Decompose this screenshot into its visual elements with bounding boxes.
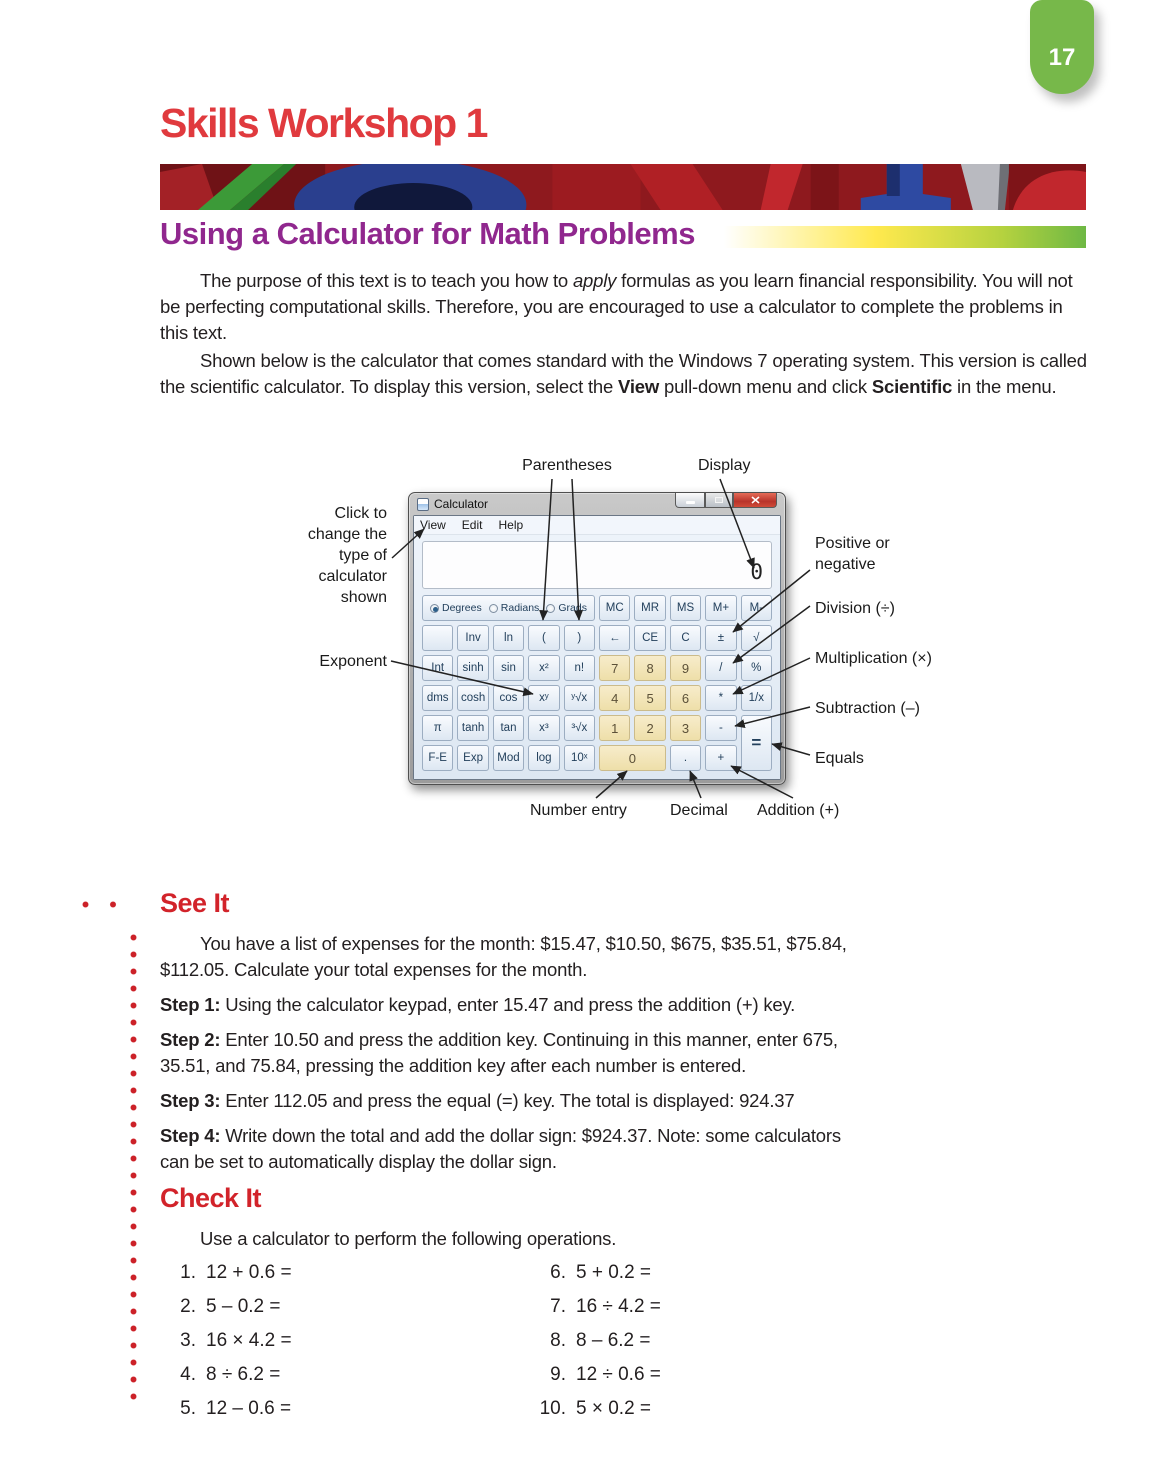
calculator-figure bbox=[0, 448, 1156, 848]
maximize-button[interactable] bbox=[705, 493, 733, 508]
intro-paragraph-1 bbox=[160, 268, 1088, 346]
key-9[interactable]: 9 bbox=[670, 655, 701, 681]
key-ms[interactable]: MS bbox=[670, 595, 701, 621]
p2-text-after: in the menu. bbox=[952, 376, 1057, 397]
exercise-6 bbox=[530, 1260, 900, 1286]
p1-text: The purpose of this text is to teach you how to bbox=[200, 270, 573, 291]
key-6[interactable]: 6 bbox=[670, 685, 701, 711]
exercise-number: 1. bbox=[180, 1262, 196, 1283]
key-ln[interactable]: ln bbox=[493, 625, 524, 651]
section-title: Using a Calculator for Math Problems bbox=[160, 216, 695, 251]
radio-radians-label: Radians bbox=[500, 602, 540, 614]
step-2-label: Step 2: bbox=[160, 1029, 221, 1050]
callout-addition: Addition (+) bbox=[757, 802, 840, 819]
key-sinh[interactable]: sinh bbox=[457, 655, 488, 681]
callout-division: Division (÷) bbox=[815, 600, 895, 617]
key-minus[interactable]: - bbox=[705, 715, 736, 741]
exercise-number: 2. bbox=[180, 1296, 196, 1317]
key-tan[interactable]: tan bbox=[493, 715, 524, 741]
exercise-3 bbox=[160, 1328, 530, 1354]
exercise-1 bbox=[160, 1260, 530, 1286]
step-3 bbox=[160, 1088, 860, 1114]
page-title: Skills Workshop 1 bbox=[160, 100, 487, 146]
red-dot-pair bbox=[82, 901, 118, 908]
callout-number-entry: Number entry bbox=[530, 802, 627, 819]
key-cosh[interactable]: cosh bbox=[457, 685, 488, 711]
p2-text-mid: pull-down menu and click bbox=[659, 376, 872, 397]
key-x-cubed[interactable]: x³ bbox=[528, 715, 559, 741]
exercise-number: 3. bbox=[180, 1330, 196, 1351]
key-7[interactable]: 7 bbox=[599, 655, 630, 681]
key-x-squared[interactable]: x² bbox=[528, 655, 559, 681]
p2-bold-scientific: Scientific bbox=[871, 376, 953, 397]
step-2-text: Enter 10.50 and press the addition key. Continuing in this manner, enter 675, 35.51, and 75.84, pressing the addition key after each number is entered. bbox=[160, 1029, 838, 1076]
callout-display: Display bbox=[698, 457, 751, 474]
check-it-intro: Use a calculator to perform the following operations. bbox=[200, 1228, 617, 1249]
p1-italic-word: apply bbox=[572, 270, 617, 291]
key-inv[interactable]: Inv bbox=[457, 625, 488, 651]
step-1 bbox=[160, 992, 860, 1018]
key-mod[interactable]: Mod bbox=[493, 745, 524, 771]
angle-mode-panel bbox=[422, 595, 595, 621]
close-icon bbox=[751, 496, 760, 504]
radio-radians[interactable] bbox=[489, 602, 540, 614]
callout-click-to-change: Click to change the type of calculator shown bbox=[307, 505, 387, 606]
exercise-number: 8. bbox=[550, 1330, 566, 1351]
numbers-photo-graphic bbox=[160, 164, 1086, 210]
key-sqrt[interactable]: √ bbox=[741, 625, 772, 651]
section-heading-row bbox=[160, 216, 1086, 252]
calculator-client-area bbox=[413, 515, 781, 780]
calculator-display: 0 bbox=[422, 541, 772, 589]
exercise-number: 6. bbox=[550, 1262, 566, 1283]
radio-grads[interactable] bbox=[546, 602, 587, 614]
check-it-section bbox=[160, 1183, 960, 1422]
radio-degrees[interactable] bbox=[430, 602, 482, 614]
page-number-badge: 17 bbox=[1030, 0, 1094, 94]
step-3-label: Step 3: bbox=[160, 1090, 221, 1111]
key-c[interactable]: C bbox=[670, 625, 701, 651]
key-multiply[interactable]: * bbox=[705, 685, 736, 711]
see-it-intro: You have a list of expenses for the month: $15.47, $10.50, $675, $35.51, $75.84, $112.05. Calculate your total expenses for the month. bbox=[160, 933, 847, 980]
calculator-window bbox=[408, 492, 786, 785]
exercise-number: 9. bbox=[550, 1364, 566, 1385]
key-divide[interactable]: / bbox=[705, 655, 736, 681]
exercise-expression: 16 ÷ 4.2 = bbox=[576, 1296, 661, 1317]
exercise-5 bbox=[160, 1396, 530, 1422]
step-1-label: Step 1: bbox=[160, 994, 221, 1015]
exercise-expression: 5 × 0.2 = bbox=[576, 1398, 652, 1419]
step-1-text: Using the calculator keypad, enter 15.47 and press the addition (+) key. bbox=[220, 994, 796, 1015]
close-button[interactable] bbox=[733, 493, 777, 508]
key-x-pow-y[interactable]: xʸ bbox=[528, 685, 559, 711]
exercise-expression: 8 ÷ 6.2 = bbox=[206, 1364, 281, 1385]
exercise-7 bbox=[530, 1294, 900, 1320]
key-pi[interactable]: π bbox=[422, 715, 453, 741]
p2-text: Shown below is the calculator that comes standard with the Windows 7 operating system. This version is called the scientific calculator. To display this version, select the bbox=[160, 350, 1087, 397]
key-mr[interactable]: MR bbox=[634, 595, 665, 621]
step-3-text: Enter 112.05 and press the equal (=) key. The total is displayed: 924.37 bbox=[220, 1090, 795, 1111]
exercise-8 bbox=[530, 1328, 900, 1354]
callout-exponent: Exponent bbox=[319, 653, 387, 670]
calculator-titlebar[interactable] bbox=[413, 493, 781, 515]
menu-edit[interactable]: Edit bbox=[461, 518, 483, 532]
exercise-2 bbox=[160, 1294, 530, 1320]
key-5[interactable]: 5 bbox=[634, 685, 665, 711]
radio-unselected-icon bbox=[489, 604, 498, 613]
key-cos[interactable]: cos bbox=[493, 685, 524, 711]
key-1[interactable]: 1 bbox=[599, 715, 630, 741]
heading-gradient-bar bbox=[705, 226, 1086, 248]
key-percent[interactable]: % bbox=[741, 655, 772, 681]
calculator-window-title: Calculator bbox=[434, 497, 489, 511]
key-factorial[interactable]: n! bbox=[564, 655, 595, 681]
p1-text-after: formulas as you learn financial responsibility. You will not be perfecting computational skills. Therefore, you are encouraged to use a calculator to complete the problems in this text. bbox=[160, 270, 1073, 343]
key-m-minus[interactable]: M- bbox=[741, 595, 772, 621]
red-dotted-rule bbox=[130, 934, 137, 1410]
key-log[interactable]: log bbox=[528, 745, 559, 771]
exercise-number: 5. bbox=[180, 1398, 196, 1419]
step-4 bbox=[160, 1123, 860, 1175]
key-0[interactable]: 0 bbox=[599, 745, 666, 771]
calculator-keypad bbox=[422, 595, 772, 771]
key-y-root[interactable]: ʸ√x bbox=[564, 685, 595, 711]
callout-multiplication: Multiplication (×) bbox=[815, 650, 932, 667]
menu-view[interactable]: View bbox=[420, 518, 446, 532]
maximize-icon bbox=[715, 497, 723, 503]
radio-degrees-label: Degrees bbox=[442, 602, 482, 614]
calculator-body bbox=[414, 535, 780, 779]
key-backspace[interactable]: ← bbox=[599, 625, 630, 651]
exercise-expression: 16 × 4.2 = bbox=[206, 1330, 292, 1351]
callout-positive-negative: Positive or negative bbox=[815, 535, 890, 573]
key-mc[interactable]: MC bbox=[599, 595, 630, 621]
callout-equals: Equals bbox=[815, 750, 864, 767]
key-int[interactable]: Int bbox=[422, 655, 453, 681]
key-blank[interactable] bbox=[422, 625, 453, 651]
exercise-4 bbox=[160, 1362, 530, 1388]
exercise-10 bbox=[530, 1396, 900, 1422]
key-cube-root[interactable]: ³√x bbox=[564, 715, 595, 741]
key-4[interactable]: 4 bbox=[599, 685, 630, 711]
exercise-number: 7. bbox=[550, 1296, 566, 1317]
key-dms[interactable]: dms bbox=[422, 685, 453, 711]
exercise-expression: 5 – 0.2 = bbox=[206, 1296, 281, 1317]
window-controls bbox=[675, 493, 777, 508]
minimize-button[interactable] bbox=[675, 493, 705, 508]
key-sin[interactable]: sin bbox=[493, 655, 524, 681]
callout-subtraction: Subtraction (–) bbox=[815, 700, 920, 717]
radio-grads-label: Grads bbox=[558, 602, 587, 614]
key-2[interactable]: 2 bbox=[634, 715, 665, 741]
exercise-9 bbox=[530, 1362, 900, 1388]
exercise-expression: 12 – 0.6 = bbox=[206, 1398, 292, 1419]
key-close-paren[interactable]: ) bbox=[564, 625, 595, 651]
key-3[interactable]: 3 bbox=[670, 715, 701, 741]
callout-decimal: Decimal bbox=[670, 802, 728, 819]
key-open-paren[interactable]: ( bbox=[528, 625, 559, 651]
key-ce[interactable]: CE bbox=[634, 625, 665, 651]
exercise-expression: 12 ÷ 0.6 = bbox=[576, 1364, 661, 1385]
step-2 bbox=[160, 1027, 860, 1079]
check-it-heading: Check It bbox=[160, 1183, 262, 1213]
calculator-menubar bbox=[414, 516, 780, 535]
key-8[interactable]: 8 bbox=[634, 655, 665, 681]
callout-parentheses: Parentheses bbox=[522, 457, 612, 474]
key-decimal[interactable]: . bbox=[670, 745, 701, 771]
decorative-numbers-photo bbox=[160, 164, 1086, 210]
key-plus-minus[interactable]: ± bbox=[705, 625, 736, 651]
key-plus[interactable]: + bbox=[705, 745, 736, 771]
exercise-expression: 8 – 6.2 = bbox=[576, 1330, 651, 1351]
exercise-number: 10. bbox=[539, 1398, 566, 1419]
step-4-text: Write down the total and add the dollar sign: $924.37. Note: some calculators can be set to automatically display the dollar sign. bbox=[160, 1125, 841, 1172]
key-fe[interactable]: F-E bbox=[422, 745, 453, 771]
step-4-label: Step 4: bbox=[160, 1125, 221, 1146]
exercise-expression: 12 + 0.6 = bbox=[206, 1262, 292, 1283]
see-it-section bbox=[160, 888, 960, 1175]
exercise-grid bbox=[160, 1260, 960, 1422]
radio-selected-icon bbox=[430, 604, 439, 613]
exercise-number: 4. bbox=[180, 1364, 196, 1385]
calculator-app-icon bbox=[417, 498, 429, 511]
intro-paragraph-2 bbox=[160, 348, 1088, 400]
minimize-icon bbox=[686, 501, 695, 504]
exercise-expression: 5 + 0.2 = bbox=[576, 1262, 652, 1283]
key-m-plus[interactable]: M+ bbox=[705, 595, 736, 621]
menu-help[interactable]: Help bbox=[498, 518, 524, 532]
key-reciprocal[interactable]: 1/x bbox=[741, 685, 772, 711]
key-ten-pow-x[interactable]: 10ˣ bbox=[564, 745, 595, 771]
key-tanh[interactable]: tanh bbox=[457, 715, 488, 741]
see-it-heading: See It bbox=[160, 888, 230, 918]
p2-bold-view: View bbox=[618, 376, 660, 397]
key-equals[interactable]: = bbox=[741, 715, 772, 771]
radio-unselected-icon bbox=[546, 604, 555, 613]
key-exp[interactable]: Exp bbox=[457, 745, 488, 771]
